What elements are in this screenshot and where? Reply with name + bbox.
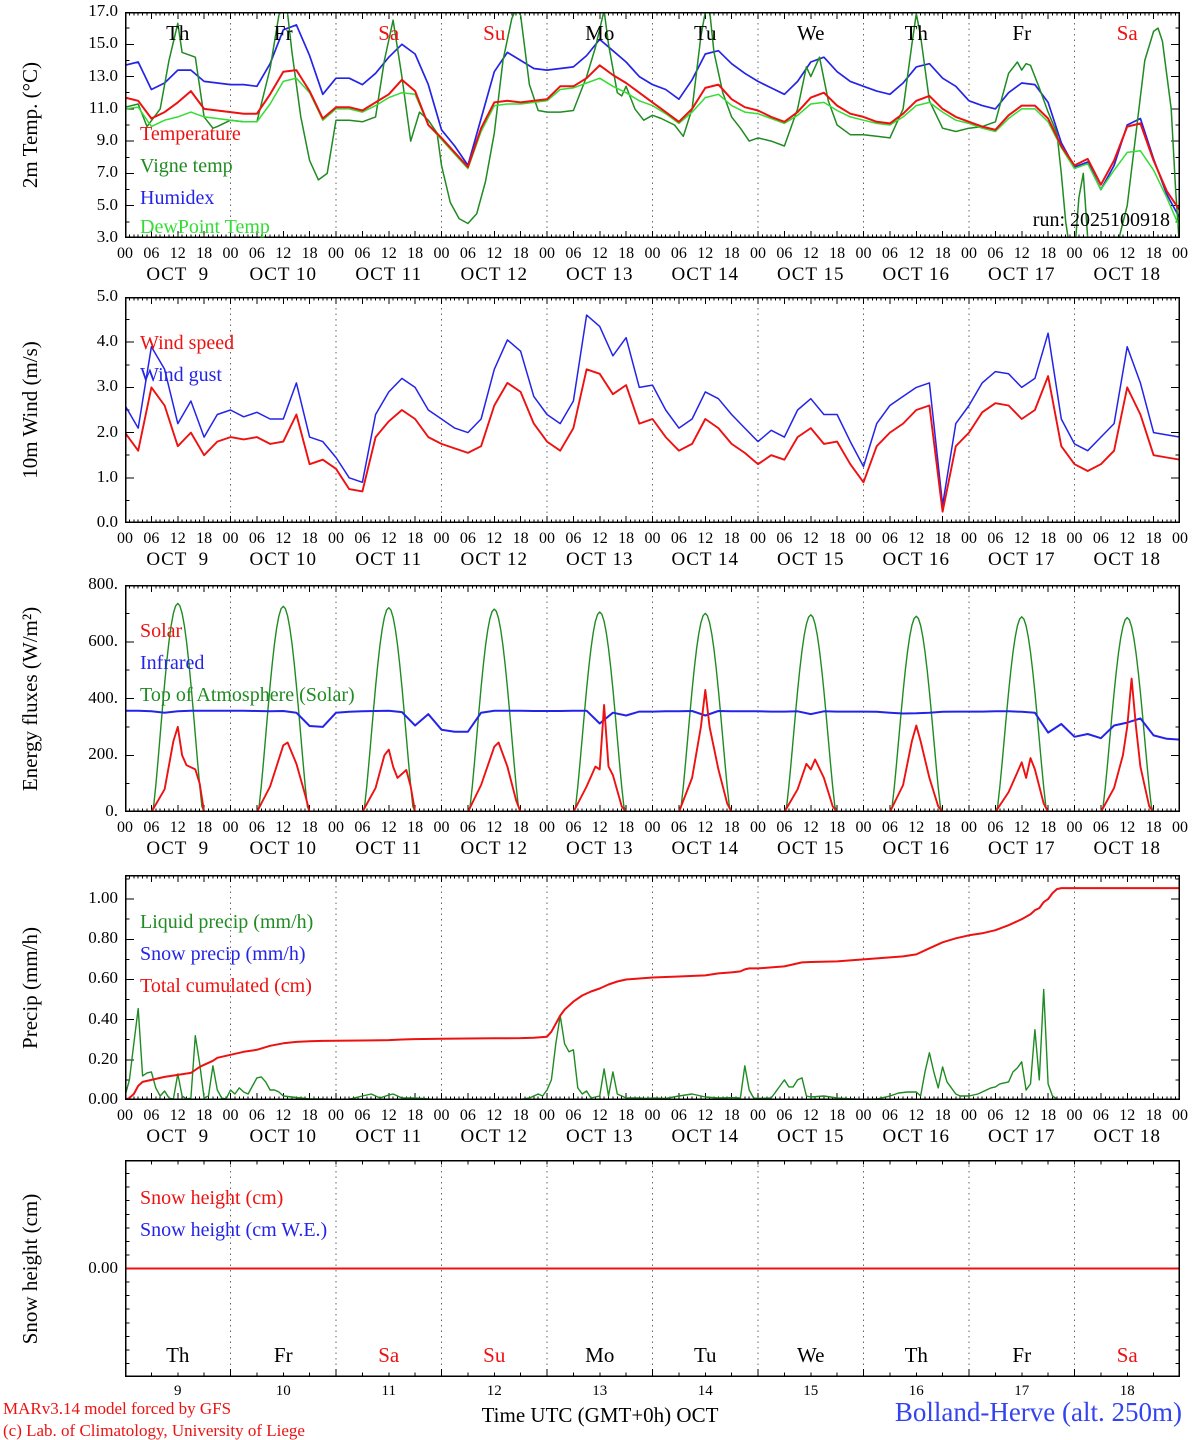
- legend-temperature: Temperature: [140, 123, 241, 145]
- y-tick-label: 0.0: [96, 512, 118, 531]
- x-tick-label: 12: [1119, 530, 1136, 547]
- x-tick-label: 06: [354, 1107, 371, 1124]
- x-day-label: OCT 12: [460, 549, 528, 570]
- series-liquid-precip-mm-h-: [125, 990, 1180, 1101]
- x-tick-label: 12: [591, 1107, 608, 1124]
- x-tick-label: 12: [802, 819, 819, 836]
- x-tick-label: 12: [1119, 245, 1136, 262]
- x-tick-label: 12: [697, 1107, 714, 1124]
- x-tick-label: 18: [407, 1107, 424, 1124]
- credit-line-2: (c) Lab. of Climatology, University of Liege: [3, 1421, 305, 1440]
- x-tick-label: 00: [1066, 1107, 1083, 1124]
- x-tick-label: 00: [117, 245, 133, 262]
- x-day-label: OCT 18: [1093, 838, 1161, 859]
- x-day-label: OCT 12: [460, 264, 528, 285]
- x-tick-label: 18: [301, 1107, 318, 1124]
- x-tick-label: 00: [961, 530, 977, 547]
- x-tick-label: 12: [169, 819, 186, 836]
- x-day-label: OCT 16: [882, 549, 950, 570]
- x-day-label: OCT 16: [882, 838, 950, 859]
- x-tick-label: 06: [1092, 530, 1109, 547]
- x-tick-label: 00: [222, 1107, 239, 1124]
- x-tick-label: 12: [169, 245, 186, 262]
- y-tick-label: 0.40: [88, 1008, 118, 1028]
- x-tick-label: 06: [670, 530, 687, 547]
- x-day-label: OCT 14: [671, 1126, 739, 1147]
- x-tick-label: 12: [1119, 1107, 1136, 1124]
- y-axis-title-2: Energy fluxes (W/m²): [17, 606, 42, 791]
- x-tick-label: 06: [248, 819, 265, 836]
- x-tick-label: 00: [117, 819, 133, 836]
- x-tick-label: 18: [196, 819, 213, 836]
- x-tick-label: 06: [459, 245, 476, 262]
- x-tick-label: 06: [881, 819, 898, 836]
- x-tick-label: 18: [618, 530, 635, 547]
- x-day-label: OCT 13: [566, 1126, 634, 1147]
- credit-line-1: MARv3.14 model forced by GFS: [3, 1399, 232, 1418]
- x-tick-label: 12: [802, 1107, 819, 1124]
- x-tick-label: 06: [565, 819, 582, 836]
- chart-panel-1: [125, 297, 1180, 523]
- x-day-label: OCT 18: [1093, 549, 1161, 570]
- x-tick-label: 00: [539, 530, 555, 547]
- x-tick-label: 12: [380, 819, 397, 836]
- x-tick-label: 06: [881, 1107, 898, 1124]
- x-tick-label: 18: [934, 530, 951, 547]
- x-tick-label: 06: [143, 819, 160, 836]
- x-tick-label: 18: [1040, 530, 1057, 547]
- x-tick-label: 12: [275, 819, 292, 836]
- x-tick-label: 00: [433, 530, 450, 547]
- y-axis-title-0: 2m Temp. (°C): [17, 61, 42, 189]
- x-tick-label: 12: [275, 245, 292, 262]
- x-day-label: OCT 16: [882, 1126, 950, 1147]
- x-tick-label: 12: [908, 1107, 925, 1124]
- y-tick-label: 4.0: [96, 331, 118, 351]
- x-tick-label: 12: [169, 1107, 186, 1124]
- dow-label: Fr: [273, 1343, 293, 1367]
- x-tick-label: 12: [486, 819, 503, 836]
- y-tick-label: 0.20: [88, 1048, 118, 1068]
- x-tick-label: 18: [829, 245, 846, 262]
- x-tick-label: 00: [328, 245, 344, 262]
- x-tick-label: 12: [591, 530, 608, 547]
- legend-liquid-precip-mm-h-: Liquid precip (mm/h): [140, 911, 314, 933]
- x-tick-label: 18: [829, 1107, 846, 1124]
- x-tick-label: 06: [670, 245, 687, 262]
- x-day-label: OCT 10: [249, 549, 317, 570]
- x-tick-label: 00: [539, 819, 555, 836]
- x-day-label: OCT 14: [671, 838, 739, 859]
- x-day-label: OCT 10: [249, 264, 317, 285]
- legend-dewpoint-temp: DewPoint Temp: [140, 216, 270, 238]
- x-tick-label: 06: [459, 530, 476, 547]
- x-day-label: OCT 11: [355, 1126, 423, 1147]
- x-tick-label: 00: [1066, 819, 1083, 836]
- dow-label: Th: [166, 1343, 190, 1367]
- x-tick-label: 00: [855, 819, 872, 836]
- x-tick-label: 06: [776, 245, 793, 262]
- x-tick-label: 12: [380, 245, 397, 262]
- dow-label: Th: [904, 21, 928, 45]
- y-tick-label: 15.0: [88, 33, 118, 53]
- x-day-label: OCT 16: [882, 264, 950, 285]
- x-tick-label: 18: [407, 245, 424, 262]
- x-tick-label: 00: [1172, 1107, 1188, 1124]
- x-day-label: OCT 13: [566, 264, 634, 285]
- day-number: 17: [1014, 1383, 1030, 1399]
- dow-label: Mo: [585, 21, 615, 45]
- x-day-label: OCT 11: [355, 549, 423, 570]
- x-day-label: OCT 11: [355, 264, 423, 285]
- x-tick-label: 18: [196, 245, 213, 262]
- x-tick-label: 18: [829, 819, 846, 836]
- x-tick-label: 06: [248, 245, 265, 262]
- x-tick-label: 06: [987, 245, 1004, 262]
- dow-label: Sa: [1116, 21, 1138, 45]
- dow-label: Sa: [378, 1343, 400, 1367]
- x-tick-label: 12: [380, 1107, 397, 1124]
- x-tick-label: 18: [934, 819, 951, 836]
- day-number: 11: [381, 1383, 396, 1399]
- x-day-label: OCT 15: [777, 549, 845, 570]
- x-tick-label: 12: [591, 819, 608, 836]
- y-tick-label: 0.: [105, 801, 118, 820]
- x-tick-label: 00: [961, 245, 977, 262]
- y-tick-label: 200.: [88, 744, 118, 764]
- y-tick-label: 5.0: [96, 194, 118, 214]
- run-label: run: 2025100918: [1032, 209, 1170, 231]
- x-tick-label: 06: [354, 530, 371, 547]
- x-tick-label: 06: [248, 530, 265, 547]
- x-tick-label: 00: [222, 245, 239, 262]
- x-tick-label: 06: [459, 819, 476, 836]
- x-tick-label: 06: [143, 245, 160, 262]
- x-day-label: OCT 12: [460, 1126, 528, 1147]
- y-tick-label: 17.0: [88, 1, 118, 20]
- x-tick-label: 00: [961, 1107, 977, 1124]
- x-day-label: OCT 10: [249, 1126, 317, 1147]
- y-axis-title-1: 10m Wind (m/s): [17, 341, 42, 479]
- x-tick-label: 06: [776, 819, 793, 836]
- y-tick-label: 9.0: [96, 130, 118, 150]
- x-day-label: OCT 12: [460, 838, 528, 859]
- series-infrared: [125, 711, 1180, 740]
- x-tick-label: 00: [433, 245, 450, 262]
- x-tick-label: 12: [486, 530, 503, 547]
- model-credit: [3, 1398, 305, 1440]
- x-tick-label: 06: [670, 1107, 687, 1124]
- x-tick-label: 12: [908, 245, 925, 262]
- x-tick-label: 12: [697, 819, 714, 836]
- x-tick-label: 00: [855, 245, 872, 262]
- x-day-label: OCT 10: [249, 838, 317, 859]
- x-tick-label: 12: [1013, 1107, 1030, 1124]
- x-tick-label: 12: [802, 245, 819, 262]
- y-tick-label: 1.0: [96, 466, 118, 486]
- x-tick-label: 18: [301, 530, 318, 547]
- dow-label: We: [797, 1343, 825, 1367]
- x-tick-label: 18: [723, 530, 740, 547]
- x-tick-label: 06: [354, 245, 371, 262]
- x-tick-label: 12: [697, 245, 714, 262]
- x-tick-label: 00: [328, 819, 344, 836]
- y-axis-title-4: Snow height (cm): [17, 1193, 42, 1344]
- x-tick-label: 12: [486, 1107, 503, 1124]
- day-number: 14: [697, 1383, 713, 1399]
- legend-snow-precip-mm-h-: Snow precip (mm/h): [140, 943, 306, 965]
- y-tick-label: 600.: [88, 630, 118, 650]
- x-tick-label: 12: [591, 245, 608, 262]
- x-tick-label: 12: [275, 530, 292, 547]
- x-tick-label: 00: [539, 245, 555, 262]
- x-tick-label: 18: [934, 1107, 951, 1124]
- x-tick-label: 18: [723, 1107, 740, 1124]
- legend-wind-speed: Wind speed: [140, 332, 235, 354]
- x-tick-label: 00: [539, 1107, 555, 1124]
- x-day-label: OCT 14: [671, 264, 739, 285]
- x-tick-label: 18: [512, 819, 529, 836]
- legend-snow-height-cm-: Snow height (cm): [140, 1187, 284, 1209]
- legend-solar: Solar: [140, 620, 183, 642]
- y-tick-label: 5.0: [96, 286, 118, 305]
- y-tick-label: 1.00: [88, 888, 118, 908]
- legend-snow-height-cm-w-e-: Snow height (cm W.E.): [140, 1219, 328, 1241]
- dow-label: Mo: [585, 1343, 615, 1367]
- x-tick-label: 18: [618, 1107, 635, 1124]
- x-tick-label: 12: [486, 245, 503, 262]
- x-day-label: OCT 9: [146, 1126, 210, 1147]
- dow-label: Th: [166, 21, 190, 45]
- x-tick-label: 00: [1066, 530, 1083, 547]
- legend-top-of-atmosphere-solar-: Top of Atmosphere (Solar): [140, 684, 355, 706]
- x-tick-label: 00: [433, 1107, 450, 1124]
- y-tick-label: 2.0: [96, 421, 118, 441]
- x-tick-label: 00: [750, 245, 766, 262]
- x-tick-label: 12: [275, 1107, 292, 1124]
- x-tick-label: 00: [1172, 819, 1188, 836]
- dow-label: Tu: [693, 1343, 717, 1367]
- dow-label: We: [797, 21, 825, 45]
- x-tick-label: 18: [723, 245, 740, 262]
- x-tick-label: 06: [565, 1107, 582, 1124]
- station-label: Bolland-Herve (alt. 250m): [894, 1397, 1182, 1427]
- x-tick-label: 18: [1040, 819, 1057, 836]
- x-day-label: OCT 18: [1093, 264, 1161, 285]
- x-day-label: OCT 13: [566, 838, 634, 859]
- x-tick-label: 18: [723, 819, 740, 836]
- x-day-label: OCT 17: [988, 549, 1056, 570]
- dow-label: Fr: [273, 21, 293, 45]
- day-number: 9: [174, 1383, 182, 1399]
- x-tick-label: 06: [881, 530, 898, 547]
- x-tick-label: 18: [512, 1107, 529, 1124]
- x-day-label: OCT 17: [988, 838, 1056, 859]
- dow-label: Fr: [1012, 1343, 1032, 1367]
- x-tick-label: 12: [908, 819, 925, 836]
- x-tick-label: 12: [1013, 530, 1030, 547]
- x-tick-label: 06: [1092, 819, 1109, 836]
- x-tick-label: 12: [380, 530, 397, 547]
- x-tick-label: 18: [512, 530, 529, 547]
- day-number: 16: [908, 1383, 924, 1399]
- x-tick-label: 18: [934, 245, 951, 262]
- x-day-label: OCT 14: [671, 549, 739, 570]
- x-day-label: OCT 11: [355, 838, 423, 859]
- x-tick-label: 00: [750, 819, 766, 836]
- x-tick-label: 00: [961, 819, 977, 836]
- x-tick-label: 06: [881, 245, 898, 262]
- x-tick-label: 00: [750, 1107, 766, 1124]
- x-tick-label: 00: [855, 530, 872, 547]
- x-day-label: OCT 17: [988, 264, 1056, 285]
- x-tick-label: 06: [354, 819, 371, 836]
- y-tick-label: 800.: [88, 574, 118, 593]
- x-tick-label: 00: [644, 1107, 661, 1124]
- y-tick-label: 0.00: [88, 1089, 118, 1108]
- x-tick-label: 18: [1040, 1107, 1057, 1124]
- x-tick-label: 06: [1092, 1107, 1109, 1124]
- x-tick-label: 18: [196, 530, 213, 547]
- x-tick-label: 06: [143, 1107, 160, 1124]
- x-day-label: OCT 15: [777, 264, 845, 285]
- x-tick-label: 12: [1119, 819, 1136, 836]
- y-tick-label: 7.0: [96, 162, 118, 182]
- day-number: 18: [1119, 1383, 1135, 1399]
- x-tick-label: 18: [829, 530, 846, 547]
- x-tick-label: 06: [565, 245, 582, 262]
- x-tick-label: 00: [644, 530, 661, 547]
- y-tick-label: 400.: [88, 687, 118, 707]
- dow-label: Tu: [693, 21, 717, 45]
- dow-label: Su: [483, 1343, 506, 1367]
- x-tick-label: 06: [143, 530, 160, 547]
- x-day-label: OCT 9: [146, 838, 210, 859]
- x-tick-label: 06: [987, 1107, 1004, 1124]
- x-tick-label: 06: [670, 819, 687, 836]
- x-tick-label: 06: [987, 530, 1004, 547]
- x-tick-label: 18: [1145, 1107, 1162, 1124]
- y-tick-label: 0.80: [88, 928, 118, 948]
- y-tick-label: 13.0: [88, 65, 118, 85]
- y-tick-label: 3.0: [96, 376, 118, 396]
- x-tick-label: 00: [328, 1107, 344, 1124]
- x-tick-label: 18: [1040, 245, 1057, 262]
- x-day-label: OCT 15: [777, 1126, 845, 1147]
- day-number: 13: [592, 1383, 608, 1399]
- legend-total-cumulated-cm-: Total cumulated (cm): [140, 975, 312, 997]
- x-tick-label: 18: [301, 819, 318, 836]
- x-tick-label: 06: [987, 819, 1004, 836]
- chart-panel-0: [125, 12, 1180, 238]
- y-axis-title-3: Precip (mm/h): [17, 926, 42, 1049]
- x-tick-label: 12: [1013, 245, 1030, 262]
- x-day-label: OCT 17: [988, 1126, 1056, 1147]
- x-tick-label: 00: [117, 1107, 133, 1124]
- x-tick-label: 18: [1145, 530, 1162, 547]
- day-number: 15: [803, 1383, 819, 1399]
- x-tick-label: 18: [1145, 819, 1162, 836]
- x-tick-label: 18: [512, 245, 529, 262]
- dow-label: Sa: [1116, 1343, 1138, 1367]
- legend-vigne-temp: Vigne temp: [140, 155, 233, 177]
- x-day-label: OCT 13: [566, 549, 634, 570]
- x-day-label: OCT 9: [146, 549, 210, 570]
- y-tick-label: 3.0: [96, 227, 118, 246]
- y-tick-label: 0.60: [88, 968, 118, 988]
- legend-humidex: Humidex: [140, 187, 215, 209]
- x-tick-label: 18: [618, 245, 635, 262]
- time-axis-title: Time UTC (GMT+0h) OCT: [481, 1403, 719, 1427]
- x-tick-label: 12: [908, 530, 925, 547]
- x-tick-label: 12: [697, 530, 714, 547]
- x-day-label: OCT 15: [777, 838, 845, 859]
- dow-label: Th: [904, 1343, 928, 1367]
- y-tick-label: 11.0: [88, 97, 118, 117]
- x-tick-label: 00: [644, 245, 661, 262]
- x-tick-label: 18: [301, 245, 318, 262]
- dow-label: Su: [483, 21, 506, 45]
- x-tick-label: 18: [407, 530, 424, 547]
- x-tick-label: 00: [750, 530, 766, 547]
- x-day-label: OCT 9: [146, 264, 210, 285]
- x-tick-label: 00: [222, 819, 239, 836]
- x-tick-label: 00: [1172, 530, 1188, 547]
- legend-infrared: Infrared: [140, 652, 205, 674]
- x-tick-label: 00: [855, 1107, 872, 1124]
- x-day-label: OCT 18: [1093, 1126, 1161, 1147]
- day-number: 10: [275, 1383, 291, 1399]
- series-humidex: [125, 25, 1180, 219]
- x-tick-label: 06: [565, 530, 582, 547]
- legend-wind-gust: Wind gust: [140, 364, 222, 386]
- x-tick-label: 06: [776, 1107, 793, 1124]
- x-tick-label: 18: [407, 819, 424, 836]
- dow-label: Fr: [1012, 21, 1032, 45]
- x-tick-label: 00: [433, 819, 450, 836]
- x-tick-label: 00: [222, 530, 239, 547]
- x-tick-label: 06: [459, 1107, 476, 1124]
- x-tick-label: 18: [196, 1107, 213, 1124]
- y-tick-label: 0.00: [88, 1257, 118, 1277]
- x-tick-label: 18: [618, 819, 635, 836]
- dow-label: Sa: [378, 21, 400, 45]
- x-tick-label: 12: [1013, 819, 1030, 836]
- x-tick-label: 00: [1172, 245, 1188, 262]
- x-tick-label: 06: [248, 1107, 265, 1124]
- x-tick-label: 00: [1066, 245, 1083, 262]
- x-tick-label: 12: [169, 530, 186, 547]
- day-number: 12: [486, 1383, 502, 1399]
- x-tick-label: 18: [1145, 245, 1162, 262]
- x-tick-label: 00: [644, 819, 661, 836]
- x-tick-label: 06: [776, 530, 793, 547]
- series-wind-gust: [125, 315, 1180, 505]
- x-tick-label: 06: [1092, 245, 1109, 262]
- x-tick-label: 12: [802, 530, 819, 547]
- x-tick-label: 00: [328, 530, 344, 547]
- x-tick-label: 00: [117, 530, 133, 547]
